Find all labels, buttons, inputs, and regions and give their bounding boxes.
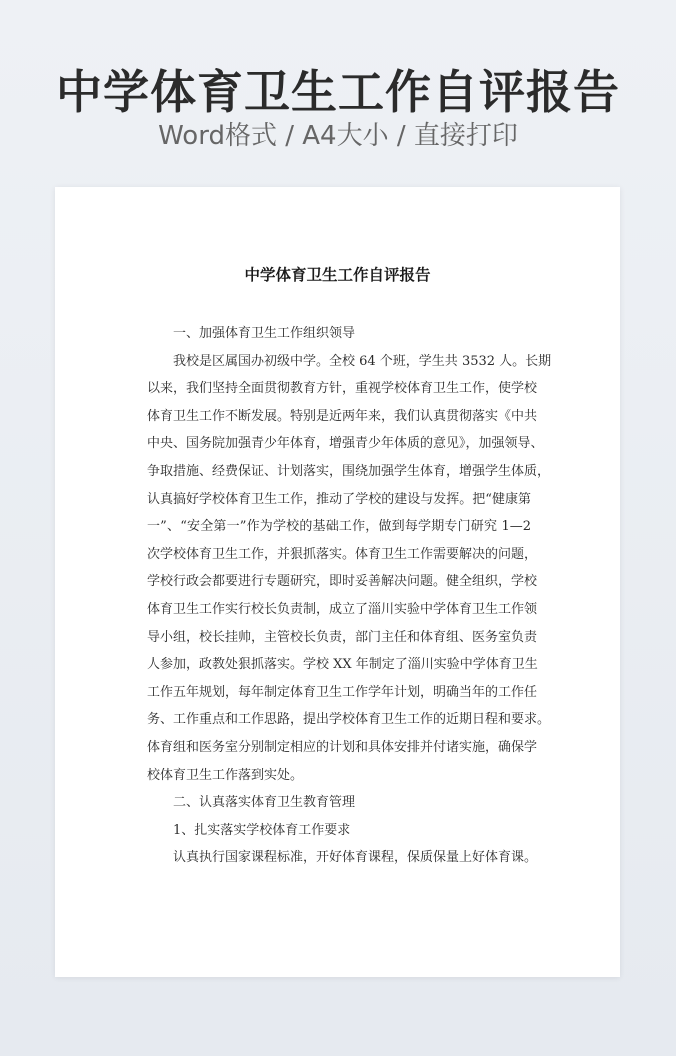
document-line: 人参加，政教处狠抓落实。学校 XX 年制定了淄川实验中学体育卫生 [147, 657, 538, 673]
document-title: 中学体育卫生工作自评报告 [244, 265, 431, 284]
document-line: 学校行政会都要进行专题研究，即时妥善解决问题。健全组织，学校 [147, 574, 538, 590]
document-line: 次学校体育卫生工作，并狠抓落实。体育卫生工作需要解决的问题， [147, 546, 538, 562]
document-line: 一、加强体育卫生工作组织领导 [173, 326, 356, 341]
document-line: 争取措施、经费保证、计划落实，围绕加强学生体育，增强学生体质， [147, 463, 551, 479]
banner-title: 中学体育卫生工作自评报告 [56, 65, 620, 119]
document-line: 二、认真落实体育卫生教育管理 [173, 795, 356, 811]
document-line: 认真搞好学校体育卫生工作，推动了学校的建设与发挥。把“健康第 [147, 491, 531, 507]
document-line: 体育组和医务室分别制定相应的计划和具体安排并付诸实施，确保学 [147, 739, 538, 755]
document-line: 中央、国务院加强青少年体育，增强青少年体质的意见》，加强领导、 [147, 436, 544, 452]
document-page [55, 187, 620, 977]
banner-subtitle: Word格式 / A4大小 / 直接打印 [158, 121, 518, 151]
document-line: 认真执行国家课程标准，开好体育课程，保质保量上好体育课。 [173, 850, 538, 866]
document-line: 导小组，校长挂帅，主管校长负责，部门主任和体育组、医务室负责 [147, 629, 538, 645]
document-line: 校体育卫生工作落到实处。 [147, 767, 304, 783]
document-line: 1、扎实落实学校体育工作要求 [173, 822, 351, 838]
document-line: 一”、“安全第一”作为学校的基础工作，做到每学期专门研究 1—2 [147, 519, 531, 535]
document-line: 体育卫生工作实行校长负责制，成立了淄川实验中学体育卫生工作领 [147, 601, 538, 617]
document-line: 以来，我们坚持全面贯彻教育方针，重视学校体育卫生工作，使学校 [147, 381, 538, 397]
document-line: 工作五年规划，每年制定体育卫生工作学年计划，明确当年的工作任 [147, 684, 538, 700]
document-body [147, 320, 552, 872]
document-line: 体育卫生工作不断发展。特别是近两年来，我们认真贯彻落实《中共 [147, 408, 538, 424]
document-line: 我校是区属国办初级中学。全校 64 个班，学生共 3532 人。长期 [173, 353, 552, 369]
document-line: 务、工作重点和工作思路，提出学校体育卫生工作的近期日程和要求。 [147, 712, 551, 728]
